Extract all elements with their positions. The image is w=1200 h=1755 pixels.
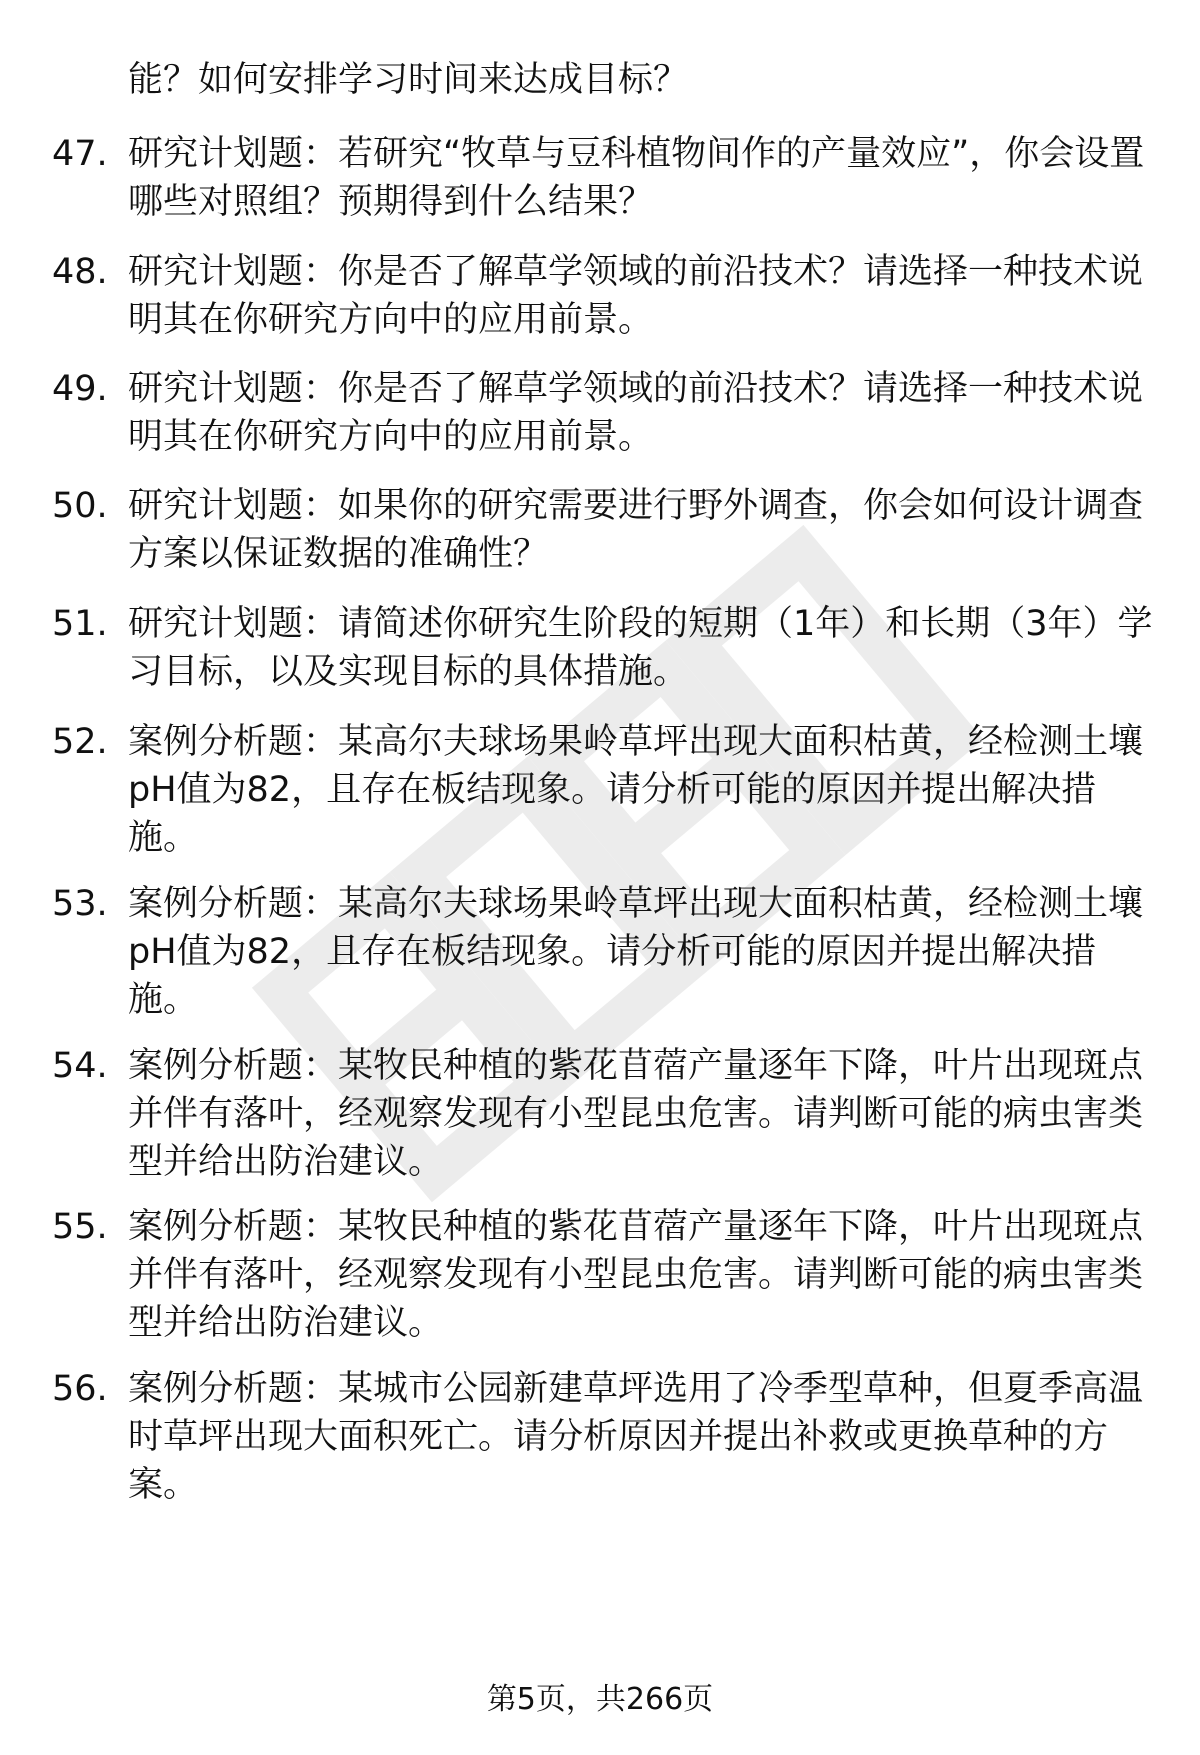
question-text: 案例分析题：某城市公园新建草坪选用了冷季型草种，但夏季高温时草坪出现大面积死亡。请分析原因并提出补救或更换草种的方案。 <box>128 1369 1144 1505</box>
question-item <box>52 1203 1162 1347</box>
question-number: 48. <box>52 252 108 292</box>
question-item <box>52 1365 1162 1509</box>
question-text: 研究计划题：你是否了解草学领域的前沿技术？请选择一种技术说明其在你研究方向中的应用前景。 <box>128 369 1144 457</box>
question-text: 研究计划题：请简述你研究生阶段的短期（1年）和长期（3年）学习目标，以及实现目标的具体措施。 <box>128 604 1153 692</box>
question-item <box>52 365 1162 461</box>
question-number: 51. <box>52 604 108 644</box>
question-text: 案例分析题：某高尔夫球场果岭草坪出现大面积枯黄，经检测土壤pH值为82，且存在板结现象。请分析可能的原因并提出解决措施。 <box>128 722 1144 858</box>
question-text: 研究计划题：你是否了解草学领域的前沿技术？请选择一种技术说明其在你研究方向中的应用前景。 <box>128 252 1144 340</box>
question-number: 53. <box>52 884 108 924</box>
question-text: 案例分析题：某牧民种植的紫花苜蓿产量逐年下降，叶片出现斑点并伴有落叶，经观察发现有小型昆虫危害。请判断可能的病虫害类型并给出防治建议。 <box>128 1046 1144 1182</box>
question-number: 54. <box>52 1046 108 1086</box>
question-item <box>52 718 1162 862</box>
question-item <box>52 1042 1162 1186</box>
question-text: 研究计划题：若研究“牧草与豆科植物间作的产量效应”，你会设置哪些对照组？预期得到什么结果？ <box>128 134 1145 222</box>
question-text: 研究计划题：如果你的研究需要进行野外调查，你会如何设计调查方案以保证数据的准确性？ <box>128 486 1144 574</box>
question-item <box>52 482 1162 578</box>
question-number: 56. <box>52 1369 108 1409</box>
question-number: 49. <box>52 369 108 409</box>
continuation-text: 能？如何安排学习时间来达成目标？ <box>128 60 689 100</box>
question-item <box>52 130 1162 226</box>
question-item <box>52 600 1162 696</box>
question-number: 47. <box>52 134 108 174</box>
question-number: 52. <box>52 722 108 762</box>
question-number: 50. <box>52 486 108 526</box>
page-number-footer: 第5页，共266页 <box>486 1682 714 1717</box>
question-item <box>52 880 1162 1024</box>
question-item <box>52 248 1162 344</box>
question-text: 案例分析题：某牧民种植的紫花苜蓿产量逐年下降，叶片出现斑点并伴有落叶，经观察发现有小型昆虫危害。请判断可能的病虫害类型并给出防治建议。 <box>128 1207 1144 1343</box>
question-number: 55. <box>52 1207 108 1247</box>
question-text: 案例分析题：某高尔夫球场果岭草坪出现大面积枯黄，经检测土壤pH值为82，且存在板结现象。请分析可能的原因并提出解决措施。 <box>128 884 1144 1020</box>
